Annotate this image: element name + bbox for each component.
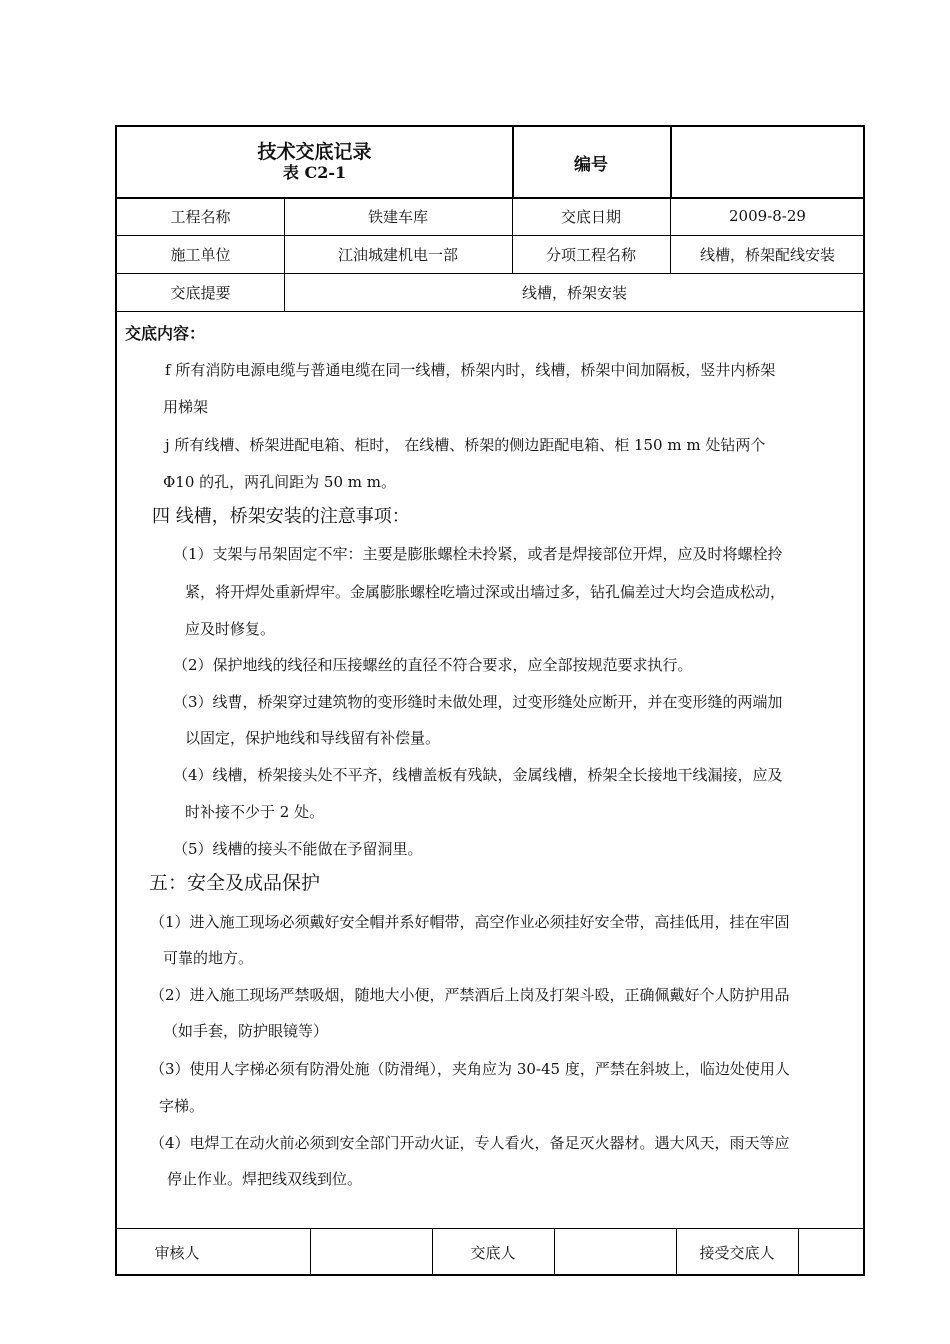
content-line: （如手套，防护眼镜等） <box>163 1022 329 1040</box>
content-line: j 所有线槽、桥架进配电箱、柜时， 在线槽、桥架的侧边距配电箱、柜 150 m m 处钻两个 <box>165 436 766 454</box>
content-line: （1）支架与吊架固定不牢：主要是膨胀螺栓未拎紧，或者是焊接部位开焊，应及时将螺栓拎 <box>173 545 783 563</box>
form-title: 技术交底记录 <box>257 141 372 163</box>
reviewer-label: 审核人 <box>154 1243 200 1262</box>
form-title-cell <box>117 127 512 197</box>
content-line: （3）线曹，桥架穿过建筑物的变形缝时未做处理，过变形缝处应断开，并在变形缝的两端加 <box>173 693 783 711</box>
content-heading: 交底内容： <box>125 324 206 343</box>
content-line: 以固定，保护地线和导线留有补偿量。 <box>185 729 441 747</box>
content-line: 停止作业。焊把线双线到位。 <box>167 1170 363 1188</box>
content-line: 紧，将开焊处重新焊牢。金属膨胀螺栓吃墙过深或出墙过多，钻孔偏差过大均会造成松动， <box>185 583 786 601</box>
date-label: 交底日期 <box>560 207 621 226</box>
sub-project-value: 线槽，桥架配线安装 <box>699 245 835 264</box>
discloser-label: 交底人 <box>470 1243 516 1262</box>
content-line: Φ10 的孔，两孔间距为 50 m m。 <box>163 473 396 491</box>
discloser-field[interactable] <box>554 1228 676 1276</box>
content-line: （4）线槽，桥架接头处不平齐，线槽盖板有残缺，金属线槽，桥架全长接地干线漏接，应及 <box>173 766 783 784</box>
content-line: （1）进入施工现场必须戴好安全帽并系好帽带，高空作业必须挂好安全带，高挂低用，挂在牢固 <box>150 913 790 931</box>
project-name-label: 工程名称 <box>170 207 231 226</box>
content-line: 可靠的地方。 <box>163 949 254 967</box>
number-label: 编号 <box>574 154 608 175</box>
content-line: 用梯架 <box>163 398 209 416</box>
receiver-field[interactable] <box>798 1228 865 1276</box>
reviewer-field[interactable] <box>310 1228 432 1276</box>
project-name-value: 铁建车库 <box>367 207 428 226</box>
unit-label: 施工单位 <box>170 245 231 264</box>
unit-value: 江油城建机电一部 <box>337 245 458 264</box>
section-heading: 四 线槽，桥架安装的注意事项： <box>152 506 410 527</box>
sub-project-label: 分项工程名称 <box>545 245 636 264</box>
disclosure-form <box>115 125 865 1276</box>
summary-label: 交底提要 <box>170 283 231 302</box>
content-line: f 所有消防电源电缆与普通电缆在同一线槽，桥架内时，线槽，桥架中间加隔板，竖井内桥架 <box>165 361 776 379</box>
content-line: （4）电焊工在动火前必须到安全部门开动火证，专人看火，备足灭火器材。遇大风天，雨天等应 <box>150 1134 790 1152</box>
content-line: （5）线槽的接头不能做在予留洞里。 <box>173 840 423 858</box>
date-value: 2009-8-29 <box>729 207 806 225</box>
content-line: 应及时修复。 <box>185 620 276 638</box>
content-line: （2）进入施工现场严禁吸烟，随地大小便，严禁酒后上岗及打架斗殴，正确佩戴好个人防护用品 <box>150 986 790 1004</box>
summary-value: 线槽，桥架安装 <box>521 283 627 302</box>
receiver-label: 接受交底人 <box>699 1243 775 1262</box>
form-code: 表 C2-1 <box>282 163 347 182</box>
content-line: （2）保护地线的线径和压接螺丝的直径不符合要求，应全部按规范要求执行。 <box>173 656 693 674</box>
number-field[interactable] <box>670 127 865 197</box>
content-line: 字梯。 <box>159 1097 205 1115</box>
section-heading: 五：安全及成品保护 <box>149 872 321 894</box>
row-divider <box>117 311 863 312</box>
content-line: 时补接不少于 2 处。 <box>185 803 325 821</box>
content-line: （3）使用人字梯必须有防滑处施（防滑绳），夹角应为 30-45 度，严禁在斜坡上，临边处使用人 <box>150 1060 790 1078</box>
